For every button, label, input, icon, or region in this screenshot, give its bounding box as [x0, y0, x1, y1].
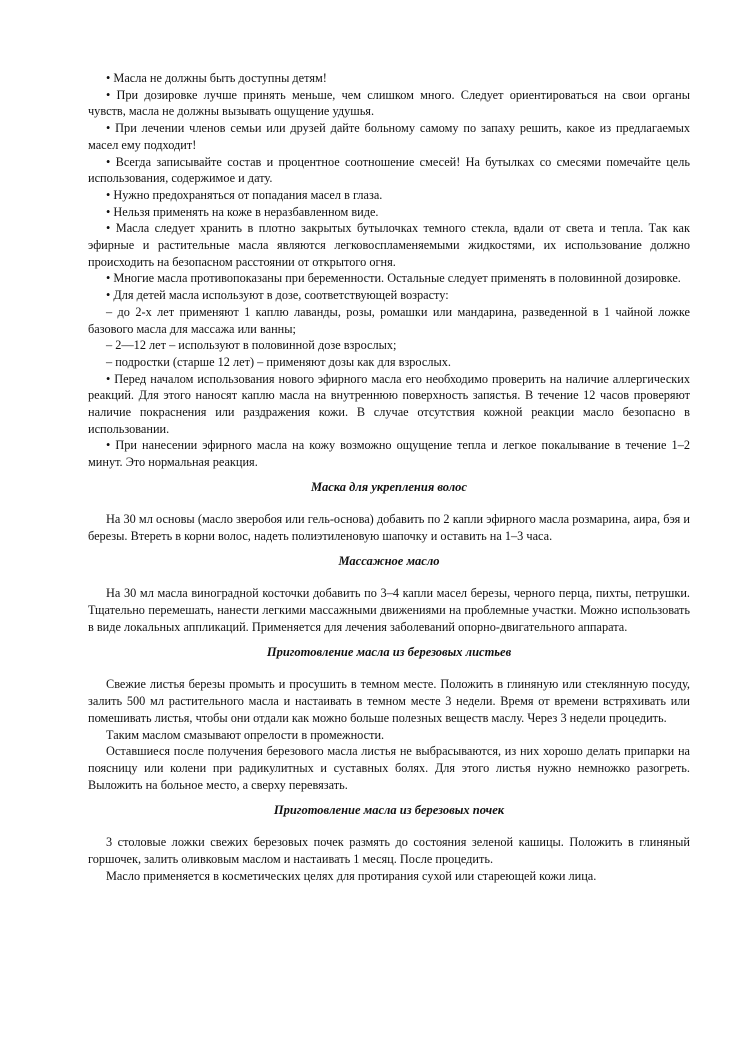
precaution-item: • Нужно предохраняться от попадания масел в глаза. — [106, 187, 383, 202]
section-paragraph: На 30 мл основы (масло зверобоя или гель-основа) добавить по 2 капли эфирного масла розмарина, аира, бэя и березы. Втереть в корни волос, надеть полиэтиленовую шапочку и оставить на 1–3 часа. — [88, 511, 690, 543]
precaution-item: • При нанесении эфирного масла на кожу возможно ощущение тепла и легкое покалывание в течение 1–2 минут. Это нормальная реакция. — [88, 438, 690, 470]
section-title: Маска для укрепления волос — [311, 479, 467, 494]
section-paragraph: Масло применяется в косметических целях для протирания сухой или стареющей кожи лица. — [106, 868, 597, 883]
precaution-item: • Масла следует хранить в плотно закрытых бутылочках темного стекла, вдали от света и тепла. Так как эфирные и растительные масла являются легковоспламеняемыми жидкостями, их использование должно происходить на безопасном расстоянии от открытого огня. — [88, 221, 690, 269]
section-birch-leaves-oil — [88, 644, 690, 793]
document-page — [88, 70, 690, 884]
section-birch-buds-oil — [88, 802, 690, 884]
section-massage-oil — [88, 553, 690, 635]
precaution-item: • При дозировке лучше принять меньше, чем слишком много. Следует ориентироваться на свои органы чувств, масла не должны вызывать ощущение удушья. — [88, 87, 690, 119]
children-dose-item: – подростки (старше 12 лет) – применяют дозы как для взрослых. — [106, 354, 451, 369]
children-dose-item: – 2—12 лет – используют в половинной дозе взрослых; — [106, 338, 397, 353]
section-paragraph: Таким маслом смазывают опрелости в промежности. — [106, 727, 385, 742]
precautions-list — [88, 70, 690, 471]
precaution-item: • Масла не должны быть доступны детям! — [106, 71, 327, 85]
section-paragraph: На 30 мл масла виноградной косточки добавить по 3–4 капли масел березы, черного перца, пихты, петрушки. Тщательно перемешать, нанести легкими массажными движениями на проблемные участки. Можно использовать в виде локальных аппликаций. Применяется для лечения заболеваний опорно-двигательного аппарата. — [88, 586, 690, 634]
precaution-item: • Перед началом использования нового эфирного масла его необходимо проверить на наличие аллергических реакций. Для этого наносят каплю масла на внутреннюю поверхность запястья. В течение 12 часов проверяют наличие покраснения или раздражения кожи. В случае отсутствия кожной реакции масло безопасно в использовании. — [88, 371, 690, 436]
section-paragraph: 3 столовые ложки свежих березовых почек размять до состояния зеленой кашицы. Положить в глиняный горшочек, залить оливковым маслом и настаивать 1 месяц. После процедить. — [88, 835, 690, 867]
precaution-item: • При лечении членов семьи или друзей дайте больному самому по запаху решить, какое из предлагаемых масел ему подходит! — [88, 121, 690, 152]
section-title: Приготовление масла из березовых листьев — [266, 645, 512, 660]
precaution-item: • Всегда записывайте состав и процентное соотношение смесей! На бутылках со смесями помечайте цель использования, содержимое и дату. — [88, 154, 690, 186]
section-paragraph: Оставшиеся после получения березового масла листья не выбрасываются, из них хорошо делать припарки на поясницу или колени при радикулитных и суставных болях. Для этого листья нужно немножко разогреть. Выложить на больное место, а сверху перевязать. — [88, 744, 690, 792]
precaution-item: • Нельзя применять на коже в неразбавленном виде. — [106, 204, 379, 219]
precaution-item: • Многие масла противопоказаны при беременности. Остальные следует применять в половинной дозировке. — [106, 271, 681, 286]
children-dose-item: – до 2-х лет применяют 1 каплю лаванды, розы, ромашки или мандарина, разведенной в 1 чайной ложке базового масла для массажа или ванны; — [88, 304, 690, 336]
section-paragraph: Свежие листья березы промыть и просушить в темном месте. Положить в глиняную или стеклянную посуду, залить 500 мл растительного масла и настаивать в темном месте 3 недели. Время от времени встряхивать или помешивать листья, чтобы они отдали как можно больше полезных веществ маслу. Через 3 недели процедить. — [88, 677, 690, 725]
section-title: Массажное масло — [338, 554, 440, 569]
section-hair-mask — [88, 479, 690, 544]
precaution-item: • Для детей масла используют в дозе, соответствующей возрасту: — [106, 288, 449, 303]
section-title: Приготовление масла из березовых почек — [273, 803, 505, 818]
